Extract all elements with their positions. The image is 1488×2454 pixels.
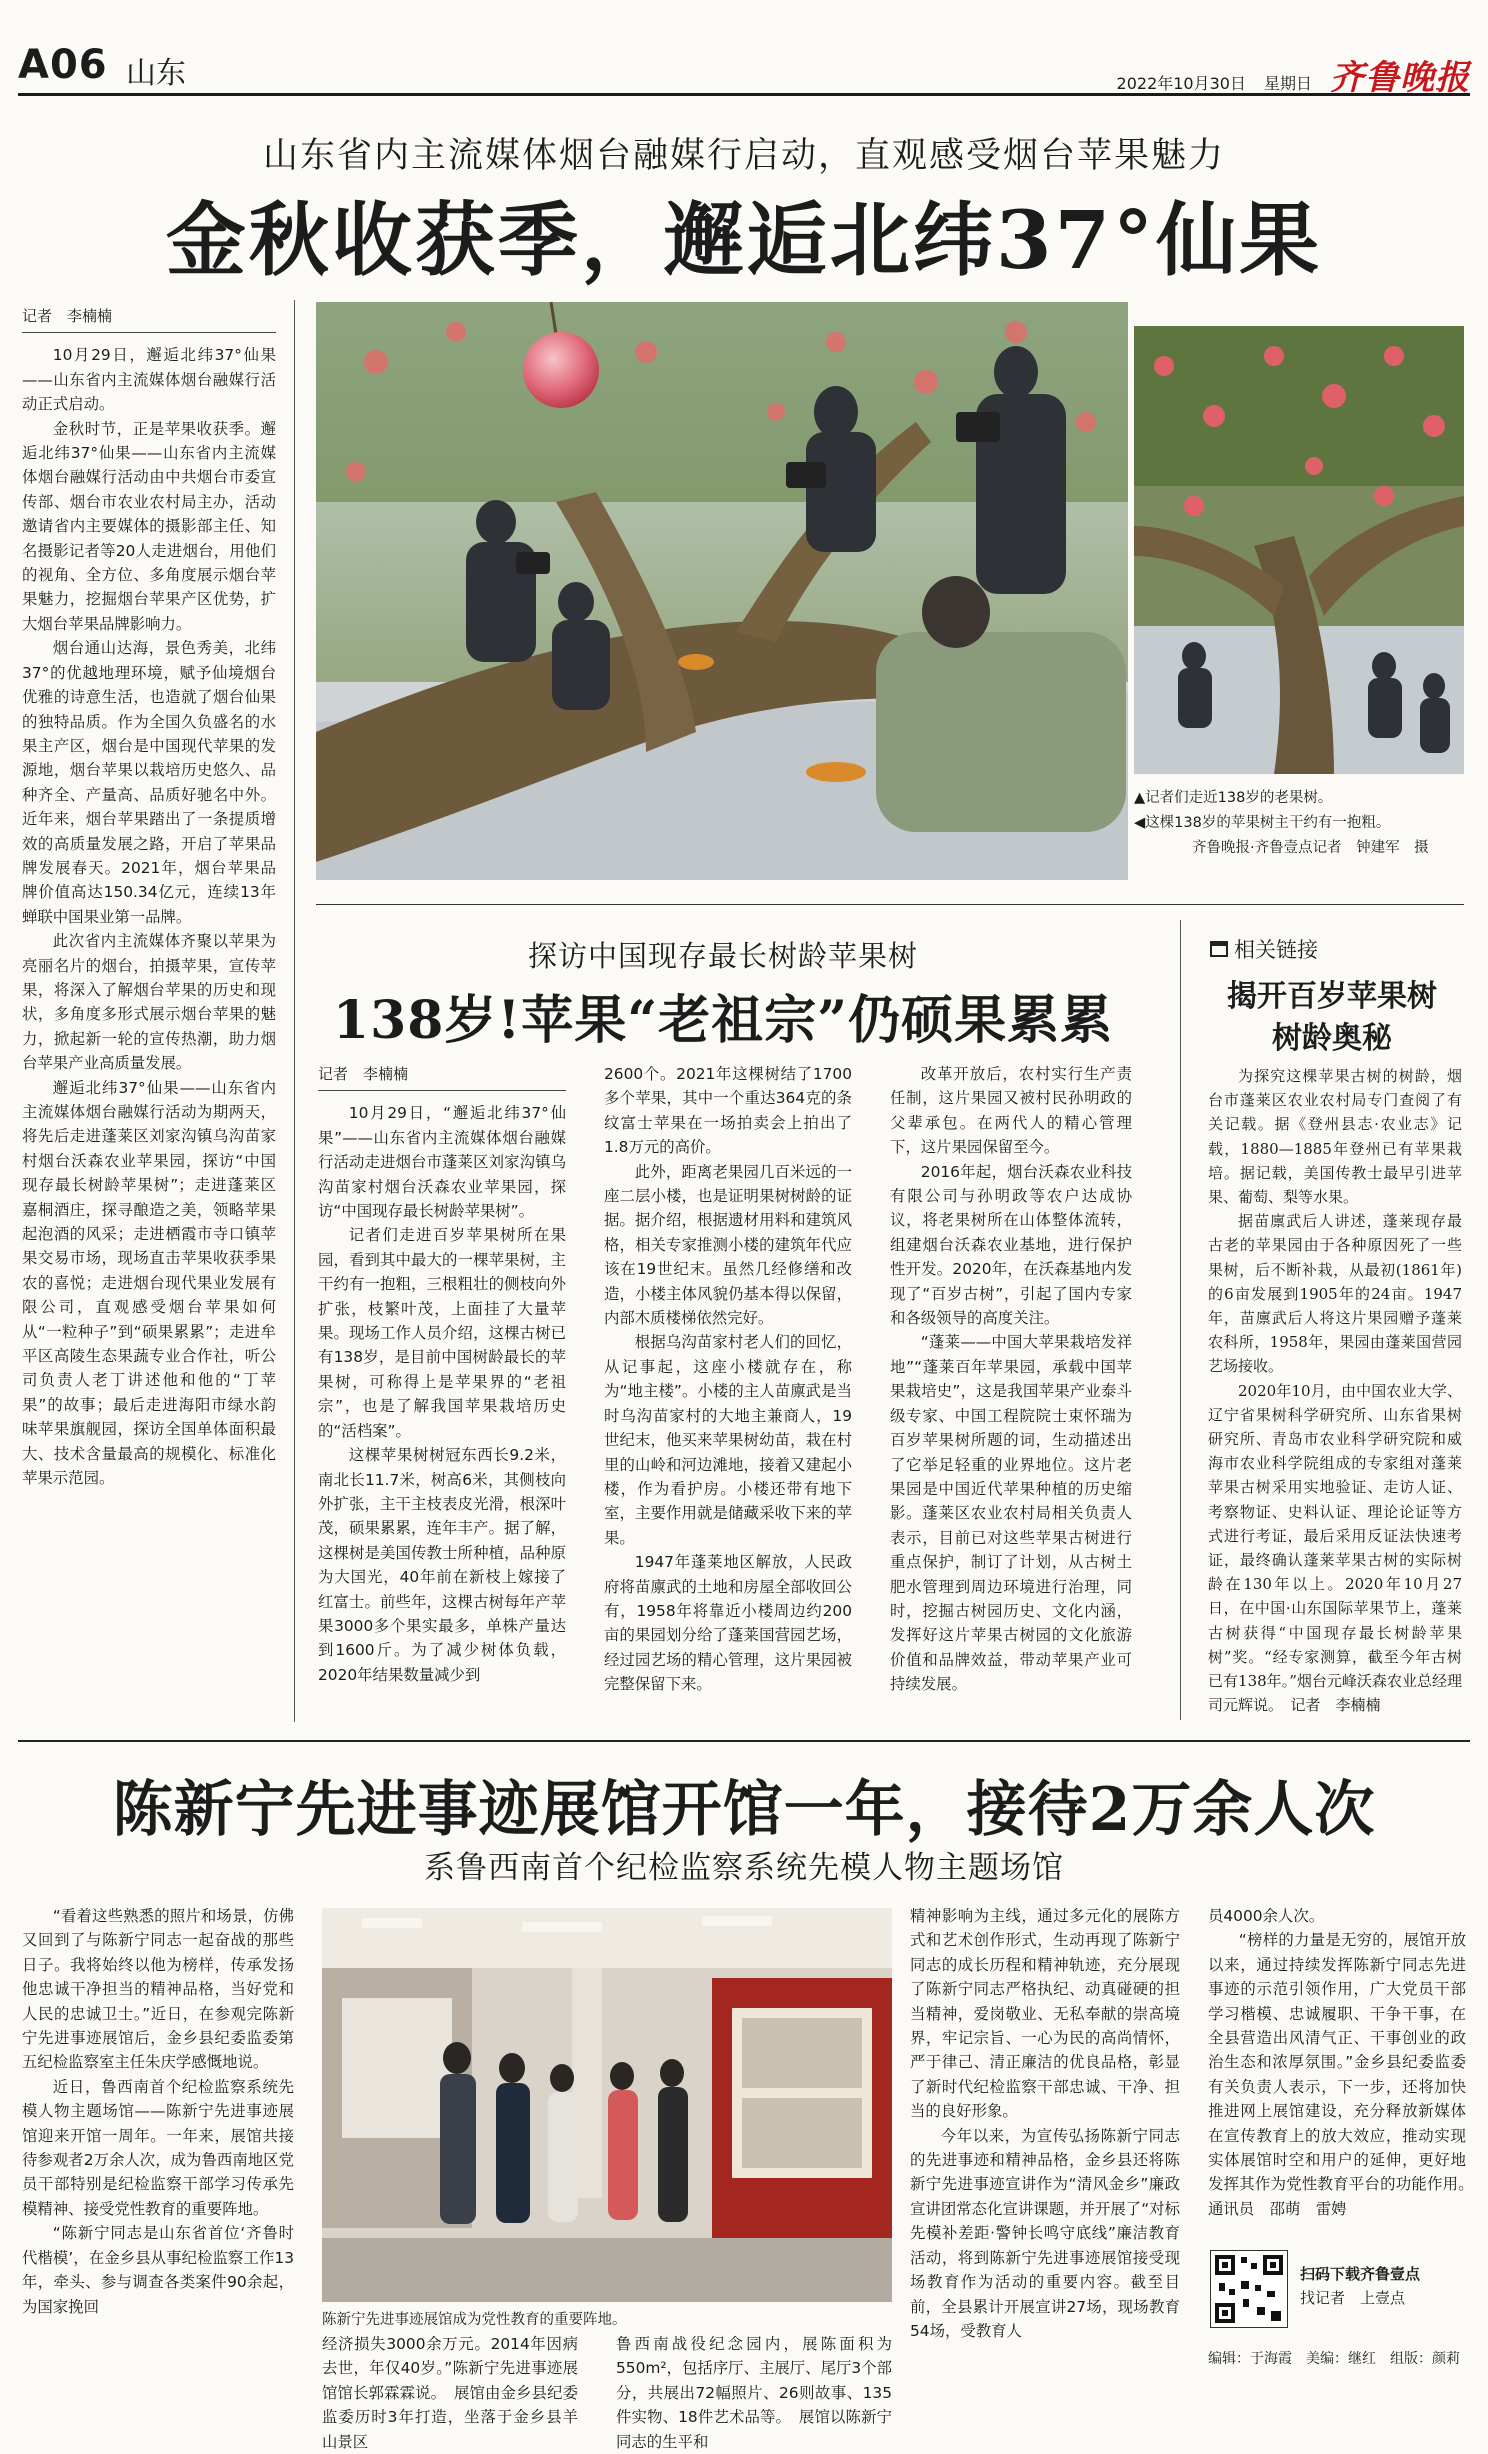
story3-paragraph: “榜样的力量是无穷的，展馆开放以来，通过持续发挥陈新宁同志先进事迹的示范引领作用，广大党员干部学习楷模、忠诚履职、干争干事，在全县营造出风清气正、干事创业的政治生态和浓厚氛围。”金乡县纪委监委有关负责人表示，下一步，还将加快推进网上展馆建设，充分释放新媒体在宣传教育上的放大效应，推动实现实体展馆时空和用户的延伸，更好地发挥其作为党性教育平台的功能作用。 通讯员 邵萌 雷娉 bbox=[1208, 1931, 1482, 2218]
related-paragraph: 据苗廪武后人讲述，蓬莱现存最古老的苹果园由于各种原因死了一些果树，后不断补栽，从最初(1861年)的6亩发展到1905年的24亩。1947年，苗廪武后人将这片果园赠予蓬莱农科所，1958年，果园由蓬莱国营园艺场接收。 bbox=[1208, 1212, 1462, 1376]
editor-credits: 编辑：于海霞 美编：继红 组版：颜莉 bbox=[1208, 2351, 1460, 2367]
section-name: 山东 bbox=[126, 56, 186, 91]
qr-code-icon bbox=[1211, 2251, 1287, 2327]
qr-instructions bbox=[1300, 2262, 1420, 2310]
story2-column-1 bbox=[318, 1062, 566, 1718]
story1-paragraph: 10月29日，邂逅北纬37°仙果——山东省内主流媒体烟台融媒行活动正式启动。 bbox=[22, 346, 276, 414]
story2-paragraph: 根据乌沟苗家村老人们的回忆，从记事起，这座小楼就存在，称为“地主楼”。小楼的主人苗廪武是当时乌沟苗家村的大地主兼商人，19世纪末，他买来苹果树幼苗，栽在村里的山岭和河边滩地，接着又建起小楼，作为看护房。小楼还带有地下室，主要作用就是储藏采收下来的苹果。 bbox=[604, 1333, 852, 1547]
story2-paragraph: 2600个。2021年这棵树结了1700多个苹果，其中一个重达364克的条纹富士苹果在一场拍卖会上拍出了1.8万元的高价。 bbox=[604, 1065, 852, 1157]
page-number: A06 bbox=[18, 42, 108, 88]
story2-column-2 bbox=[604, 1062, 852, 1718]
column-divider bbox=[294, 300, 295, 1722]
story2-paragraph: 此外，距离老果园几百米远的一座二层小楼，也是证明果树树龄的证据。据介绍，根据遗材用料和建筑风格，相关专家推测小楼的建筑年代应该在19世纪末。虽然几经修缮和改造，小楼主体风貌仍基本得以保留，内部木质楼梯依然完好。 bbox=[604, 1162, 852, 1328]
story3-paragraph: 鲁西南战役纪念园内，展陈面积为550m²，包括序厅、主展厅、尾厅3个部分，共展出72幅照片、26则故事、135件实物、18件艺术品等。 展馆以陈新宁同志的生平和 bbox=[616, 2335, 892, 2451]
story3-column-2 bbox=[322, 2332, 578, 2451]
story3-paragraph: 近日，鲁西南首个纪检监察系统先模人物主题场馆——陈新宁先进事迹展馆迎来开馆一周年。一年来，展馆共接待参观者2万余人次，成为鲁西南地区党员干部特别是纪检监察干部学习传承先模精神、接受党性教育的重要阵地。 bbox=[22, 2077, 294, 2218]
story1-paragraph: 邂逅北纬37°仙果——山东省内主流媒体烟台融媒行活动为期两天，将先后走进蓬莱区刘家沟镇乌沟苗家村烟台沃森农业苹果园，探访“中国现存最长树龄苹果树”；走进蓬莱区嘉桐酒庄，探寻酿造之美，领略苹果起泡酒的风采；走进栖霞市寺口镇苹果交易市场，现场直击苹果收获季果农的喜悦；走进烟台现代果业发展有限公司，直观感受烟台苹果如何从“一粒种子”到“硕果累累”；走进牟平区高陵生态果蔬专业合作社，听公司负责人老丁讲述他和他的“丁苹果”的故事；最后走进海阳市绿水韵味苹果旗舰园，探访全国单体面积最大、技术含量最高的规模化、标准化苹果示范园。 bbox=[22, 1078, 276, 1488]
masthead bbox=[18, 40, 1470, 96]
story3-title: 陈新宁先进事迹展馆开馆一年，接待2万余人次 bbox=[112, 1775, 1376, 1845]
story2-paragraph: “蓬莱——中国大苹果栽培发祥地”“蓬莱百年苹果园，承载中国苹果栽培史”，这是我国苹果产业泰斗级专家、中国工程院院士束怀瑞为百岁苹果树所题的词，生动描述出了它举足轻重的业界地位。这片老果园是中国近代苹果种植的历史缩影。蓬莱区农业农村局相关负责人表示，目前已对这些苹果古树进行重点保护，制订了计划，从古树土肥水管理到周边环境进行治理，同时，挖掘古树园历史、文化内涵，发挥好这片苹果古树园的文化旅游价值和品牌效益，带动苹果产业可持续发展。 bbox=[890, 1333, 1132, 1694]
orchard-photo bbox=[316, 302, 1128, 880]
column-divider bbox=[1180, 920, 1181, 1720]
exhibition-illustration bbox=[322, 1908, 892, 2302]
story1-paragraph: 烟台通山达海，景色秀美，北纬37°的优越地理环境，赋予仙境烟台优雅的诗意生活，也造就了烟台仙果的独特品质。作为全国久负盛名的水果主产区，烟台是中国现代苹果的发源地，烟台苹果以栽培历史悠久、品种齐全、产量高、品质好驰名中外。近年来，烟台苹果踏出了一条提质增效的高质量发展之路，开启了苹果品牌发展春天。2021年，烟台苹果品牌价值高达150.34亿元，连续13年蝉联中国果业第一品牌。 bbox=[22, 639, 276, 926]
story3-paragraph: “陈新宁同志是山东省首位‘齐鲁时代楷模’，在金乡县从事纪检监察工作13年，牵头、参与调查各类案件90余起，为国家挽回 bbox=[22, 2224, 294, 2316]
related-label-text: 相关链接 bbox=[1234, 938, 1318, 962]
related-title bbox=[1206, 976, 1458, 1060]
exhibition-hall-photo bbox=[322, 1908, 892, 2302]
box-icon bbox=[1210, 941, 1228, 957]
related-body bbox=[1208, 1064, 1462, 1720]
photo-caption bbox=[1134, 786, 1464, 861]
story1-byline: 记者 李楠楠 bbox=[22, 304, 276, 333]
story2-byline: 记者 李楠楠 bbox=[318, 1062, 566, 1091]
story3-paragraph: 精神影响为主线，通过多元化的展陈方式和艺术创作形式，生动再现了陈新宁同志的成长历程和精神轨迹，充分展现了陈新宁同志严格执纪、动真碰硬的担当精神，爱岗敬业、无私奉献的崇高境界，牢记宗旨、一心为民的高尚情怀，严于律己、清正廉洁的优良品格，彰显了新时代纪检监察干部忠诚、干净、担当的良好形象。 bbox=[910, 1907, 1180, 2121]
photo-credit: 齐鲁晚报·齐鲁壹点记者 钟建军 摄 bbox=[1192, 840, 1429, 856]
story1-paragraph: 金秋时节，正是苹果收获季。邂逅北纬37°仙果——山东省内主流媒体烟台融媒行活动由中共烟台市委宣传部、烟台市农业农村局主办，活动邀请省内主要媒体的摄影部主任、知名摄影记者等20人走进烟台，用他们的视角、全方位、多角度展示烟台苹果魅力，挖掘烟台苹果产区优势，扩大烟台苹果品牌影响力。 bbox=[22, 419, 276, 633]
issue-weekday: 星期日 bbox=[1263, 74, 1312, 93]
story2-paragraph: 改革开放后，农村实行生产责任制，这片果园又被村民孙明政的父辈承包。在两代人的精心管理下，这片果园保留至今。 bbox=[890, 1065, 1132, 1157]
story2-paragraph: 记者们走进百岁苹果树所在果园，看到其中最大的一棵苹果树，主干约有一抱粗，三根粗壮的侧枝向外扩张，枝繁叶茂，上面挂了大量苹果。现场工作人员介绍，这棵古树已有138岁，是目前中国树龄最长的苹果树，可称得上是苹果界的“老祖宗”，也是了解我国苹果栽培历史的“活档案”。 bbox=[318, 1226, 566, 1440]
caption-line: ▲记者们走近138岁的老果树。 bbox=[1134, 790, 1333, 806]
story1-kicker: 山东省内主流媒体烟台融媒行启动，直观感受烟台苹果魅力 bbox=[262, 136, 1225, 176]
qr-line: 扫码下载齐鲁壹点 bbox=[1300, 2265, 1421, 2283]
caption-line: ◀这棵138岁的苹果树主干约有一抱粗。 bbox=[1134, 815, 1391, 831]
story3-paragraph: “看着这些熟悉的照片和场景，仿佛又回到了与陈新宁同志一起奋战的那些日子。我将始终以他为榜样，传承发扬他忠诚干净担当的精神品格，当好党和人民的忠诚卫士。”近日，在参观完陈新宁先进事迹展馆后，金乡县纪委监委第五纪检监察室主任朱庆学感慨地说。 bbox=[22, 1907, 294, 2072]
old-tree-illustration bbox=[1134, 326, 1464, 774]
newspaper-logo: 齐鲁晚报 bbox=[1330, 58, 1470, 98]
story2-title: 138岁!苹果“老祖宗”仍硕果累累 bbox=[332, 990, 1114, 1051]
section-divider bbox=[18, 1740, 1470, 1742]
issue-date: 2022年10月30日 bbox=[1116, 74, 1246, 93]
story3-paragraph: 员4000余人次。 bbox=[1208, 1907, 1325, 1925]
story2-paragraph: 2016年起，烟台沃森农业科技有限公司与孙明政等农户达成协议，将老果树所在山体整体流转，组建烟台沃森农业基地，进行保护性开发。2020年，在沃森基地内发现了“百岁古树”，引起了国内专家和各级领导的高度关注。 bbox=[890, 1162, 1132, 1328]
orchard-photo-illustration bbox=[316, 302, 1128, 880]
photo-caption: 陈新宁先进事迹展馆成为党性教育的重要阵地。 bbox=[322, 2312, 627, 2328]
story3-paragraph: 今年以来，为宣传弘扬陈新宁同志的先进事迹和精神品格，金乡县还将陈新宁先进事迹宣讲作为“清风金乡”廉政宣讲团常态化宣讲课题，并开展了“对标先模补差距·警钟长鸣守底线”廉洁教育活动，将到陈新宁先进事迹展馆接受现场教育作为活动的重要内容。截至目前，全县累计开展宣讲27场，现场教育54场，受教育人 bbox=[910, 2126, 1180, 2340]
story1-paragraph: 此次省内主流媒体齐聚以苹果为亮丽名片的烟台，拍摄苹果，宣传苹果，将深入了解烟台苹果的历史和现状，多角度多形式展示烟台苹果的魅力，掀起新一轮的宣传热潮，助力烟台苹果产业高质量发展。 bbox=[22, 932, 276, 1073]
related-paragraph: 为探究这棵苹果古树的树龄，烟台市蓬莱区农业农村局专门查阅了有关记载。据《登州县志·农业志》记载，1880—1885年登州已有苹果栽培。据记载，美国传教士最早引进苹果、葡萄、梨等水果。 bbox=[1208, 1067, 1462, 1207]
story3-column-1 bbox=[22, 1904, 294, 2374]
qr-code[interactable] bbox=[1210, 2250, 1288, 2328]
related-paragraph: 2020年10月，由中国农业大学、辽宁省果树科学研究所、山东省果树研究所、青岛市农业科学研究院和威海市农业科学院组成的专家组对蓬莱苹果古树采用实地验证、走访人证、考察物证、史料认证、理论论证等方式进行考证，最后采用反证法快速考证，最终确认蓬莱苹果古树的实际树龄在130年以上。2020年10月27日，在中国·山东国际苹果节上，蓬莱古树获得“中国现存最长树龄苹果树”奖。“经专家测算，截至今年古树已有138年。”烟台元峰沃森农业总经理司元辉说。 记者 李楠楠 bbox=[1208, 1381, 1462, 1715]
related-title-line: 揭开百岁苹果树 bbox=[1227, 979, 1437, 1014]
related-link-label bbox=[1210, 934, 1318, 964]
masthead-right bbox=[1117, 50, 1470, 99]
story3-kicker: 系鲁西南首个纪检监察系统先模人物主题场馆 bbox=[424, 1850, 1064, 1886]
story2-paragraph: 1947年蓬莱地区解放，人民政府将苗廪武的土地和房屋全部收回公有，1958年将靠近小楼周边约200亩的果园划分给了蓬莱国营园艺场，经过园艺场的精心管理，这片果园被完整保留下来。 bbox=[604, 1553, 852, 1694]
section-divider bbox=[316, 904, 1464, 905]
story2-kicker: 探访中国现存最长树龄苹果树 bbox=[527, 939, 918, 973]
story1-title: 金秋收获季，邂逅北纬37°仙果 bbox=[165, 193, 1323, 287]
story2-column-3 bbox=[890, 1062, 1132, 1718]
story2-paragraph: 10月29日，“邂逅北纬37°仙果”——山东省内主流媒体烟台融媒行活动走进烟台市蓬莱区刘家沟镇乌沟苗家村烟台沃森农业苹果园，探访“中国现存最长树龄苹果树”。 bbox=[318, 1104, 566, 1221]
story1-body bbox=[22, 304, 276, 1724]
old-apple-tree-photo bbox=[1134, 326, 1464, 774]
story3-column-4 bbox=[910, 1904, 1180, 2380]
story2-paragraph: 这棵苹果树树冠东西长9.2米，南北长11.7米，树高6米，其侧枝向外扩张，主干主枝表皮光滑，根深叶茂，硕果累累，连年丰产。据了解，这棵树是美国传教士所种植，品种原为大国光，40年前在新枝上嫁接了红富士。前些年，这棵古树每年产苹果3000多个果实最多，单株产量达到1600斤。为了减少树体负载，2020年结果数量减少到 bbox=[318, 1446, 566, 1684]
qr-line: 找记者 上壹点 bbox=[1300, 2289, 1406, 2307]
story3-column-3 bbox=[616, 2332, 892, 2451]
story3-column-5 bbox=[1208, 1904, 1482, 2234]
story3-paragraph: 经济损失3000余万元。2014年因病去世，年仅40岁。”陈新宁先进事迹展馆馆长郭霖霖说。 展馆由金乡县纪委监委历时3年打造，坐落于金乡县羊山景区 bbox=[322, 2335, 578, 2451]
related-title-line: 树龄奥秘 bbox=[1272, 1021, 1392, 1056]
